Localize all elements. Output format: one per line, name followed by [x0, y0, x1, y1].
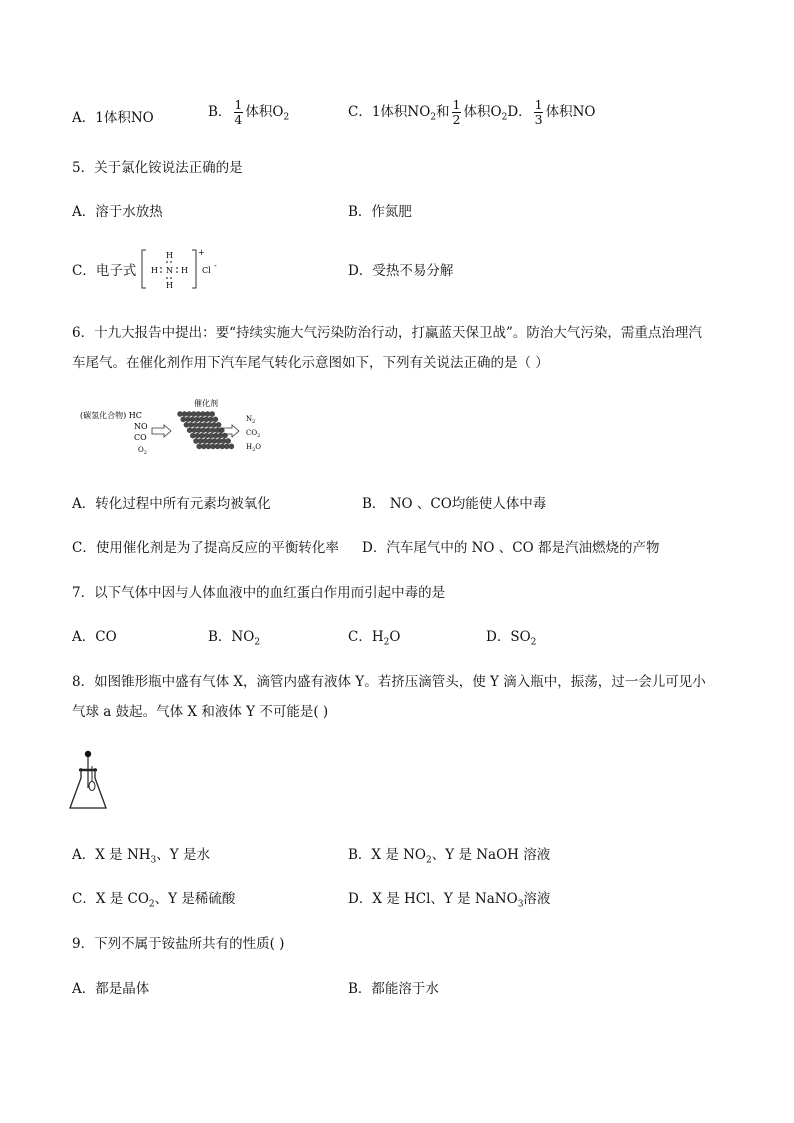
catalyst-particle — [224, 444, 229, 449]
formula-h-left: H — [151, 266, 158, 275]
q5-option-a: A．溶于水放热 — [72, 204, 163, 220]
catalyst-particle — [210, 444, 215, 449]
q7-option-d: D．$SO_2$ — [486, 629, 537, 648]
q6-option-c: C．使用催化剂是为了提高反应的平衡转化率 — [72, 540, 339, 556]
catalyst-particle — [198, 438, 203, 443]
catalyst-particle — [177, 411, 182, 416]
catalyst-particle — [181, 417, 186, 422]
q5-stem: 5．关于氯化铵说法正确的是 — [72, 160, 243, 176]
catalyst-particle — [194, 417, 199, 422]
catalyst-particle — [203, 438, 208, 443]
catalyst-particle — [192, 428, 197, 433]
catalyst-particle — [221, 438, 226, 443]
catalyst-particle — [204, 417, 209, 422]
q4-option-b-label: B． — [208, 104, 232, 120]
catalyst-particle — [187, 428, 192, 433]
catalyst-particle — [201, 428, 206, 433]
catalyst-particle — [211, 422, 216, 427]
q7-option-a: A．CO — [72, 629, 117, 645]
q7-option-b: B．$NO_2$ — [208, 629, 261, 648]
catalyst-particle — [208, 417, 213, 422]
catalyst-particle — [190, 433, 195, 438]
catalyst-particle — [185, 417, 190, 422]
diagram-input-o2: $O_2$ — [138, 446, 147, 456]
catalyst-particle — [204, 433, 209, 438]
q6-stem-line2: 车尾气。在催化剂作用下汽车尾气转化示意图如下，下列有关说法正确的是（ ） — [72, 355, 549, 371]
formula-n: N — [166, 266, 173, 275]
catalyst-particle — [215, 444, 220, 449]
diagram-output-co2: $CO_2$ — [246, 429, 261, 439]
q6-option-a: A．转化过程中所有元素均被氧化 — [72, 496, 271, 512]
fraction-1-3: $\frac{1}{3}$ — [534, 97, 543, 127]
q4-option-c: C．1体积$NO_2$和 $\frac{1}{2}$ 体积$O_2D$． $\frac{1}{3}$ 体积NO — [348, 97, 596, 127]
formula-h-top: H — [166, 251, 173, 260]
diagram-catalyst-label: 催化剂 — [194, 399, 218, 408]
fraction-1-4: $\frac{1}{4}$ — [234, 97, 243, 127]
diagram-output-h2o: $H_2O$ — [246, 443, 262, 453]
q4-option-b: B． $\frac{1}{4}$ 体积$O_2$ — [208, 97, 290, 127]
catalyst-particle — [199, 417, 204, 422]
diagram-input-hc: (碳氢化合物) HC — [80, 411, 142, 420]
diagram-input-co: CO — [134, 433, 147, 442]
catalyst-particle — [193, 422, 198, 427]
fraction-1-2: $\frac{1}{2}$ — [452, 97, 461, 127]
q6-option-d: D．汽车尾气中的 NO 、CO 都是汽油燃烧的产物 — [362, 540, 660, 556]
formula-h-right: H — [181, 266, 188, 275]
catalyst-particle — [220, 444, 225, 449]
catalyst-particle — [190, 417, 195, 422]
catalytic-converter-diagram — [78, 398, 288, 458]
catalyst-particle-grid — [177, 411, 234, 449]
catalyst-particle — [205, 411, 210, 416]
catalyst-particle — [197, 444, 202, 449]
catalyst-particle — [196, 428, 201, 433]
formula-cl: Cl — [202, 266, 211, 275]
catalyst-particle — [184, 422, 189, 427]
catalyst-particle — [188, 422, 193, 427]
catalyst-particle — [216, 438, 221, 443]
catalyst-particle — [191, 411, 196, 416]
q7-stem: 7．以下气体中因与人体血液中的血红蛋白作用而引起中毒的是 — [72, 585, 446, 601]
formula-h-bottom: H — [166, 281, 173, 290]
q8-option-c: C．X 是 $CO_2$、Y 是稀硫酸 — [72, 891, 236, 910]
q8-option-b: B．X 是 $NO_2$、Y 是 NaOH 溶液 — [348, 847, 551, 866]
q6-option-b: B． NO 、CO均能使人体中毒 — [362, 496, 547, 512]
catalyst-particle — [182, 411, 187, 416]
catalyst-particle — [209, 433, 214, 438]
q4-option-a: A．1体积NO — [72, 110, 154, 126]
q5-option-d: D．受热不易分解 — [348, 263, 454, 279]
q6-stem-line1: 6．十九大报告中提出：要“持续实施大气污染防治行动，打赢蓝天保卫战”。防治大气污染，需重点治理汽 — [72, 325, 702, 341]
q5-option-c: C．电子式 — [72, 263, 137, 279]
diagram-input-no: NO — [134, 422, 148, 431]
q9-option-a: A．都是晶体 — [72, 981, 150, 997]
catalyst-particle — [187, 411, 192, 416]
catalyst-particle — [207, 422, 212, 427]
formula-minus: - — [214, 261, 217, 270]
q7-option-c: C．$H_2O$ — [348, 629, 401, 648]
catalyst-particle — [213, 417, 218, 422]
catalyst-particle — [226, 438, 231, 443]
catalyst-particle — [229, 444, 234, 449]
q8-stem-line2: 气球 a 鼓起。气体 X 和液体 Y 不可能是( ) — [72, 704, 329, 720]
catalyst-particle — [201, 444, 206, 449]
catalyst-particle — [199, 433, 204, 438]
catalyst-particle — [193, 438, 198, 443]
catalyst-particle — [210, 428, 215, 433]
q5-option-b: B．作氮肥 — [348, 204, 412, 220]
q8-option-a: A．X 是 $NH_3$、Y 是水 — [72, 847, 210, 866]
conical-flask-diagram — [66, 748, 110, 816]
catalyst-particle — [205, 428, 210, 433]
catalyst-particle — [212, 438, 217, 443]
catalyst-particle — [200, 411, 205, 416]
catalyst-particle — [210, 411, 215, 416]
catalyst-particle — [213, 433, 218, 438]
dropper-bulb — [85, 751, 91, 757]
catalyst-particle — [216, 422, 221, 427]
q9-stem: 9．下列不属于铵盐所共有的性质( ) — [72, 936, 285, 952]
q8-stem-line1: 8．如图锥形瓶中盛有气体 X，滴管内盛有液体 Y。若挤压滴管头，使 Y 滴入瓶中，振荡，过一会儿可见小 — [72, 674, 706, 690]
input-arrow — [152, 425, 171, 437]
catalyst-particle — [196, 411, 201, 416]
catalyst-particle — [202, 422, 207, 427]
catalyst-particle — [206, 444, 211, 449]
catalyst-particle — [215, 428, 220, 433]
diagram-output-n2: $N_2$ — [246, 415, 256, 425]
ammonium-chloride-electron-formula — [138, 246, 228, 292]
catalyst-particle — [195, 433, 200, 438]
q8-option-d: D．X 是 HCl、Y 是 NaNO$_3$溶液 — [348, 891, 551, 910]
formula-plus: + — [198, 248, 205, 257]
q9-option-b: B．都能溶于水 — [348, 981, 439, 997]
catalyst-particle — [207, 438, 212, 443]
balloon-a — [89, 782, 95, 791]
catalyst-particle — [198, 422, 203, 427]
